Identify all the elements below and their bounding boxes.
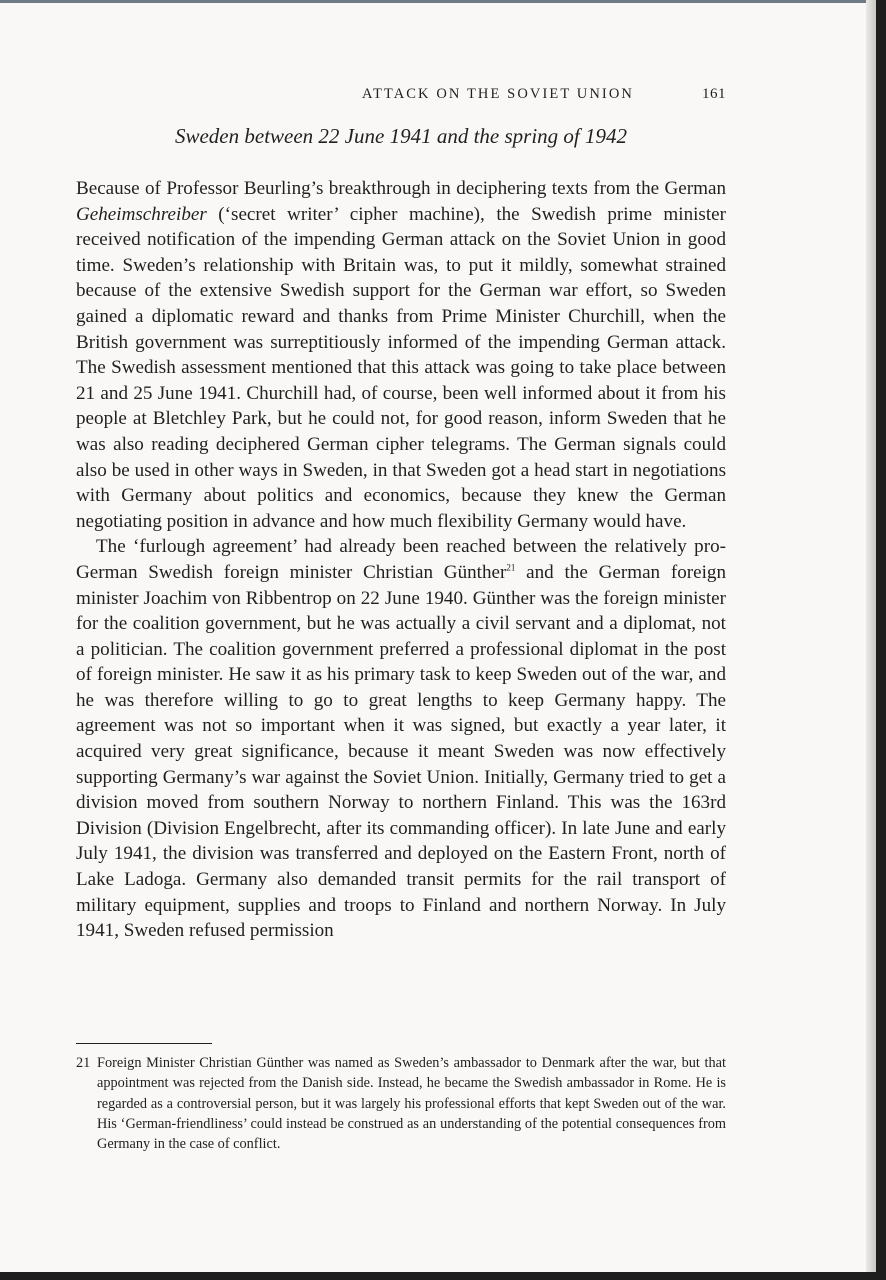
page-number: 161 [702, 86, 726, 102]
paragraph-1-text-a: Because of Professor Beurling’s breakthrough in deciphering texts from the German [76, 178, 726, 199]
footnote-divider [76, 1043, 212, 1044]
paragraph-1-text-b: (‘secret writer’ cipher machine), the Swedish prime minister received notification of the impending German attack on the Soviet Union in good time. Sweden’s relationship with Britain was, to put it mildly, somewhat strained because of the extensive Swedish support for the German war effort, so Sweden gained a diplomatic reward and thanks from Prime Minister Churchill, when the British government was surreptitiously informed of the impending German attack. The Swedish assessment mentioned that this attack was going to take place between 21 and 25 June 1941. Churchill had, of course, been well informed about it from his people at Bletchley Park, but he could not, for good reason, inform Sweden that he was also reading deciphered German cipher telegrams. The German signals could also be used in other ways in Sweden, in that Sweden got a head start in negotiations with Germany about politics and economics, because they knew the German negotiating position in advance and how much flexibility Germany would have. [76, 203, 726, 532]
section-title: Sweden between 22 June 1941 and the spring of 1942 [174, 124, 627, 148]
page-right-edge [866, 0, 876, 1272]
running-header [362, 86, 732, 108]
footnote-number: 21 [76, 1055, 91, 1071]
running-header-title: ATTACK ON THE SOVIET UNION [362, 86, 635, 102]
footnote [76, 1053, 726, 1154]
footnote-reference: 21 [506, 562, 516, 573]
body-text [76, 176, 726, 944]
paragraph-1 [76, 176, 726, 534]
page-top-edge [0, 0, 876, 3]
italic-term: Geheimschreiber [76, 203, 207, 225]
paragraph-2-text-b: and the German foreign minister Joachim von Ribbentrop on 22 June 1940. Günther was the foreign minister for the coalition government, but he was actually a civil servant and a diplomat, not a politician. The coalition government preferred a professional diplomat in the post of foreign minister. He saw it as his primary task to keep Sweden out of the war, and he was therefore willing to go to great lengths to keep Germany happy. The agreement was not so important when it was signed, but exactly a year later, it acquired very great significance, because it meant Sweden was now effectively supporting Germany’s war against the Soviet Union. Initially, Germany tried to get a division moved from southern Norway to northern Finland. This was the 163rd Division (Division Engelbrecht, after its commanding officer). In late June and early July 1941, the division was transferred and deployed on the Eastern Front, north of Lake Ladoga. Germany also demanded transit permits for the rail transport of military equipment, supplies and troops to Finland and northern Norway. In July 1941, Sweden refused permission [76, 561, 726, 942]
paragraph-2 [76, 534, 726, 944]
footnote-text: Foreign Minister Christian Günther was named as Sweden’s ambassador to Denmark after the war, but that appointment was rejected from the Danish side. Instead, he became the Swedish ambassador in Rome. He is regarded as a controversial person, but it was largely his professional efforts that kept Sweden out of the war. His ‘German-friendliness’ could instead be construed as an understanding of the potential consequences from Germany in the case of conflict. [97, 1055, 726, 1153]
paragraph-2-text-a: The ‘furlough agreement’ had already been reached between the relatively pro-German Swedish foreign minister Christian Günther [76, 536, 726, 583]
